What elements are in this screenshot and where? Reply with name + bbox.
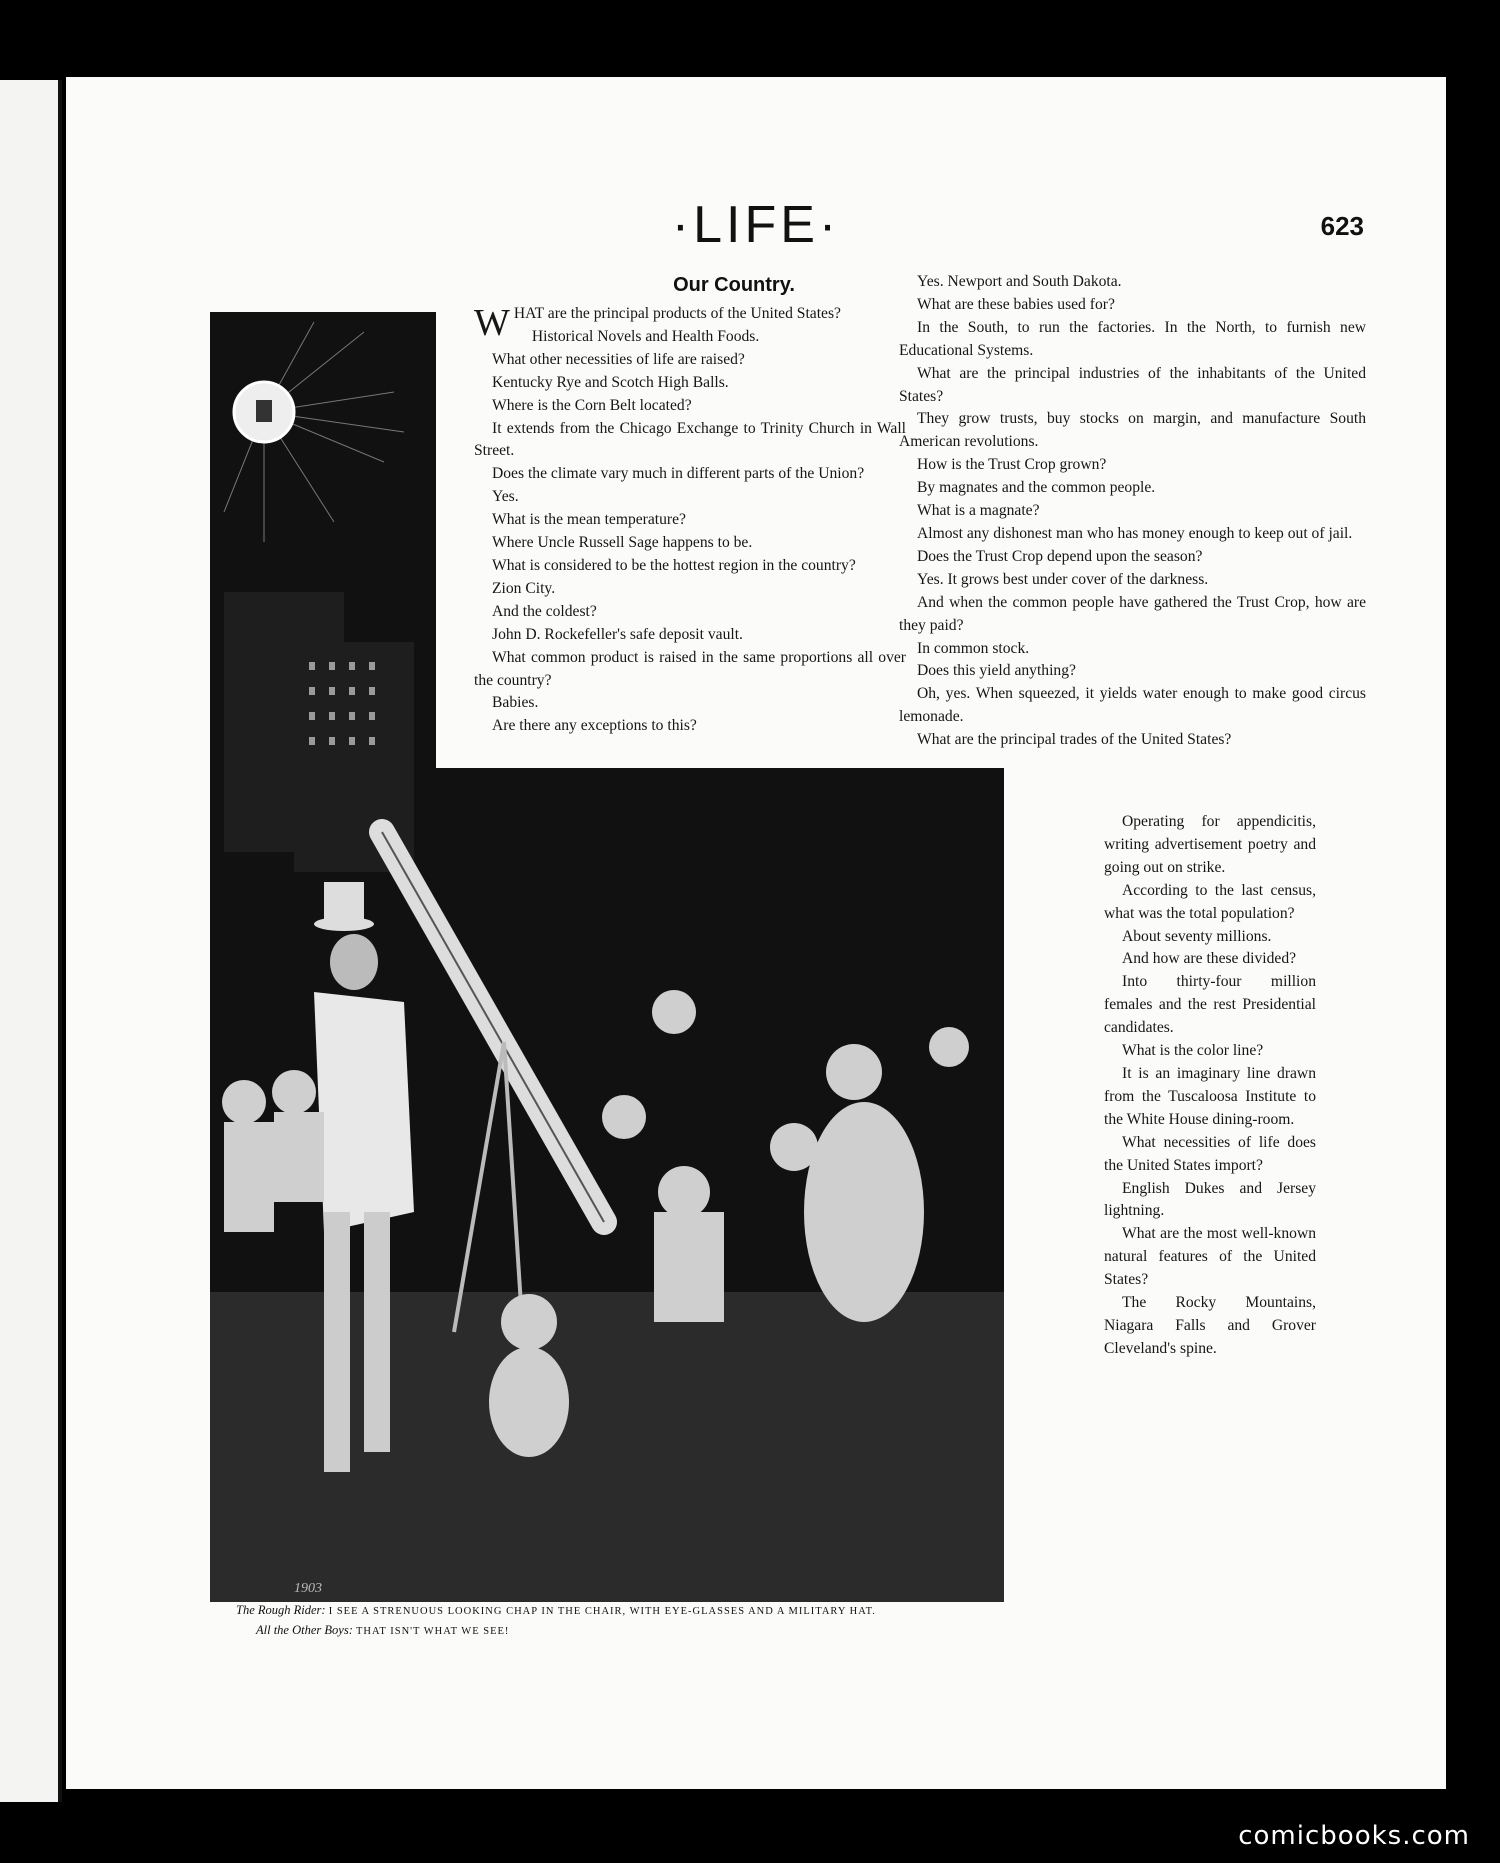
drop-cap: W (474, 302, 510, 344)
paragraph: And the coldest? (492, 602, 597, 620)
text-column-1 (474, 303, 906, 738)
paragraph: By magnates and the common people. (917, 479, 1156, 497)
paragraph: Does the climate vary much in different parts of the Union? (492, 465, 865, 483)
paragraph: What are the most well-known natural features of the United States? (1104, 1225, 1316, 1289)
left-page-edge (0, 80, 62, 1802)
caption-line-2: All the Other Boys: THAT ISN'T WHAT WE SEE! (256, 1623, 510, 1637)
paragraph: What is a magnate? (917, 502, 1040, 520)
paragraph: And how are these divided? (1122, 950, 1297, 968)
paragraph: What necessities of life does the United States import? (1104, 1133, 1316, 1174)
text-column-2 (899, 271, 1366, 752)
paragraph: Operating for appendicitis, writing advertisement poetry and going out on strike. (1104, 813, 1316, 876)
paragraph: Into thirty-four million females and the rest Presidential candidates. (1104, 973, 1316, 1037)
paragraph: What are the principal trades of the United States? (917, 731, 1232, 749)
paragraph: It is an imaginary line drawn from the Tuscaloosa Institute to the White House dining-room. (1104, 1064, 1316, 1128)
paragraph: About seventy millions. (1122, 927, 1272, 945)
paragraph: In the South, to run the factories. In the North, to furnish new Educational Systems. (899, 318, 1366, 359)
paragraph: According to the last census, what was the total population? (1104, 881, 1316, 922)
paragraph: Are there any exceptions to this? (492, 717, 697, 735)
cartoon-caption (236, 1601, 1066, 1641)
paragraph: Does this yield anything? (917, 662, 1076, 680)
paragraph: Yes. (492, 488, 519, 506)
paragraph: John D. Rockefeller's safe deposit vault. (492, 625, 743, 643)
paragraph: What are the principal industries of the inhabitants of the United States? (899, 364, 1366, 405)
paragraph: Zion City. (492, 579, 556, 597)
text-column-3 (1104, 811, 1316, 1361)
paragraph: Babies. (492, 694, 539, 712)
paragraph: It extends from the Chicago Exchange to Trinity Church in Wall Street. (474, 419, 906, 460)
paragraph: What other necessities of life are raised? (492, 350, 745, 368)
caption-line-1: The Rough Rider: I SEE A STRENUOUS LOOKING CHAP IN THE CHAIR, WITH EYE-GLASSES AND A MILITARY HAT. (236, 1603, 876, 1617)
magazine-page (66, 77, 1446, 1789)
paragraph: What are these babies used for? (917, 295, 1115, 313)
paragraph: Historical Novels and Health Foods. (531, 327, 760, 345)
masthead: ·LIFE· (671, 196, 841, 254)
paragraph: Yes. It grows best under cover of the darkness. (917, 570, 1209, 588)
paragraph: Almost any dishonest man who has money enough to keep out of jail. (917, 524, 1353, 542)
paragraph: What is the color line? (1122, 1042, 1264, 1060)
paragraph: How is the Trust Crop grown? (917, 456, 1107, 474)
paragraph: What is the mean temperature? (492, 511, 686, 529)
paragraph: What common product is raised in the same proportions all over the country? (474, 648, 906, 689)
article-title: Our Country. (673, 274, 795, 296)
paragraph: What is considered to be the hottest region in the country? (492, 556, 856, 574)
paragraph: Kentucky Rye and Scotch High Balls. (492, 373, 729, 391)
paragraph: Yes. Newport and South Dakota. (917, 273, 1122, 290)
paragraph: English Dukes and Jersey lightning. (1104, 1179, 1316, 1220)
paragraph: Oh, yes. When squeezed, it yields water enough to make good circus lemonade. (899, 685, 1366, 726)
page-number: 623 (1320, 211, 1364, 241)
watermark: comicbooks.com (1238, 1821, 1470, 1851)
paragraph: The Rocky Mountains, Niagara Falls and Grover Cleveland's spine. (1104, 1294, 1316, 1357)
paragraph: Does the Trust Crop depend upon the season? (917, 547, 1203, 565)
artist-signature: 1903 (294, 1581, 322, 1596)
paragraph: In common stock. (917, 639, 1030, 657)
paragraph: They grow trusts, buy stocks on margin, and manufacture South American revolutions. (899, 410, 1366, 451)
paragraph: And when the common people have gathered the Trust Crop, how are they paid? (899, 593, 1366, 634)
paragraph: WHAT are the principal products of the United States? (474, 302, 841, 344)
paragraph: Where Uncle Russell Sage happens to be. (492, 534, 753, 552)
paragraph: Where is the Corn Belt located? (492, 396, 692, 414)
